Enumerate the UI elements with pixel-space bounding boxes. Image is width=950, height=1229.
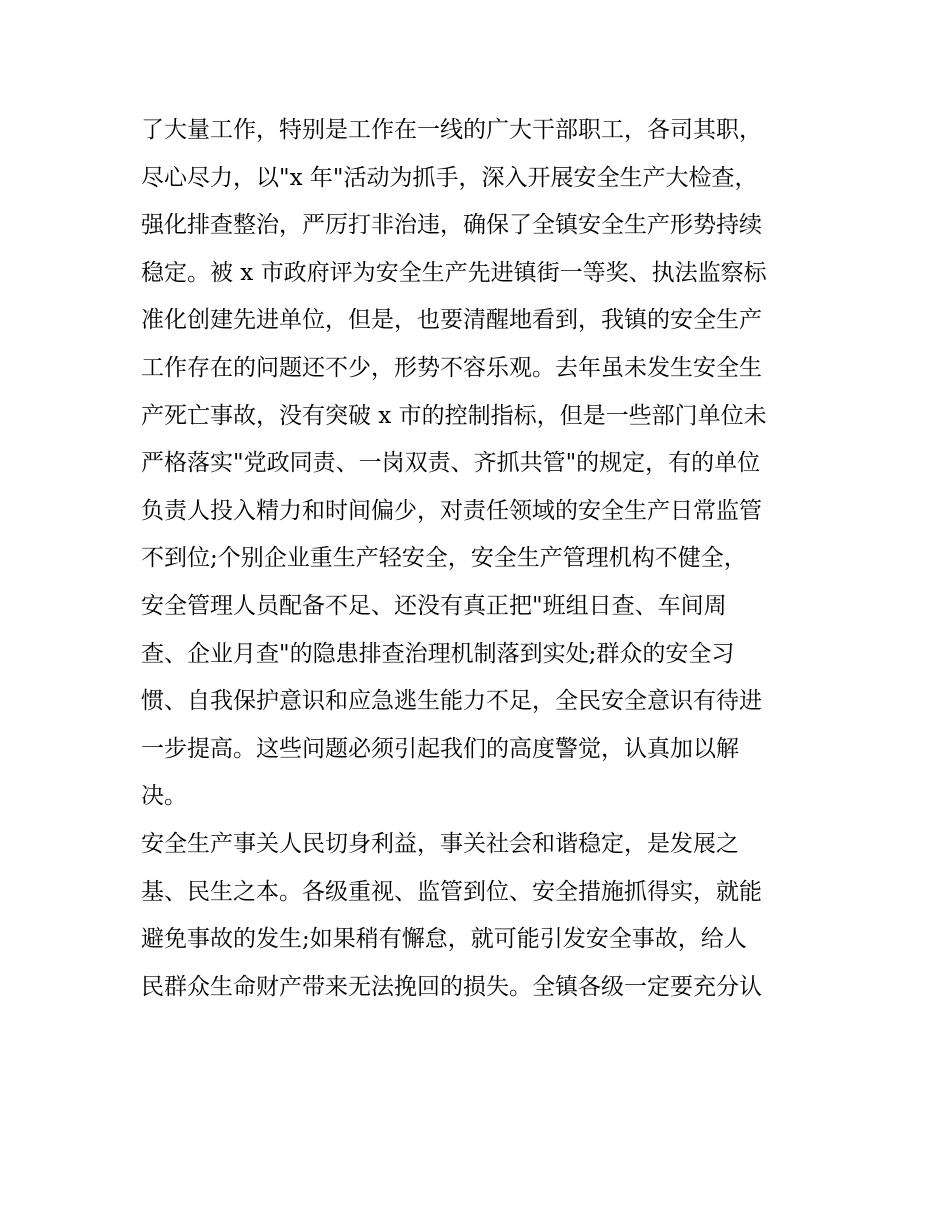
text-line: 基、民生之本。各级重视、监管到位、安全措施抓得实，就能 bbox=[141, 878, 762, 905]
text-line: 了大量工作，特别是工作在一线的广大干部职工，各司其职， bbox=[141, 117, 762, 143]
text-line: 负责人投入精力和时间偏少，对责任领域的安全生产日常监管 bbox=[141, 497, 762, 524]
text-line: 避免事故的发生;如果稍有懈怠，就可能引发安全事故，给人 bbox=[141, 926, 747, 953]
text-line: 查、企业月查"的隐患排查治理机制落到实处;群众的安全习 bbox=[141, 640, 735, 667]
text-line: 严格落实"党政同责、一岗双责、齐抓共管"的规定，有的单位 bbox=[141, 450, 761, 477]
text-line: 决。 bbox=[141, 783, 187, 810]
text-line: 不到位;个别企业重生产轻安全，安全生产管理机构不健全， bbox=[141, 545, 747, 572]
text-line: 民群众生命财产带来无法挽回的损失。全镇各级一定要充分认 bbox=[141, 973, 762, 1000]
text-line: 安全生产事关人民切身利益，事关社会和谐稳定，是发展之 bbox=[141, 830, 739, 857]
text-line: 尽心尽力，以"x 年"活动为抓手，深入开展安全生产大检查， bbox=[141, 164, 758, 191]
text-line: 安全管理人员配备不足、还没有真正把"班组日查、车间周 bbox=[141, 592, 727, 619]
text-line: 稳定。被 x 市政府评为安全生产先进镇街一等奖、执法监察标 bbox=[141, 259, 767, 286]
text-line: 惯、自我保护意识和应急逃生能力不足，全民安全意识有待进 bbox=[141, 688, 762, 715]
text-line: 工作存在的问题还不少，形势不容乐观。去年虽未发生安全生 bbox=[141, 354, 762, 381]
text-line: 产死亡事故，没有突破 x 市的控制指标，但是一些部门单位未 bbox=[141, 402, 767, 429]
text-line: 强化排查整治，严厉打非治违，确保了全镇安全生产形势持续 bbox=[141, 212, 762, 239]
document-body-text bbox=[141, 107, 821, 1011]
text-line: 准化创建先进单位，但是，也要清醒地看到，我镇的安全生产 bbox=[141, 307, 762, 334]
text-line: 一步提高。这些问题必须引起我们的高度警觉，认真加以解 bbox=[141, 735, 739, 762]
